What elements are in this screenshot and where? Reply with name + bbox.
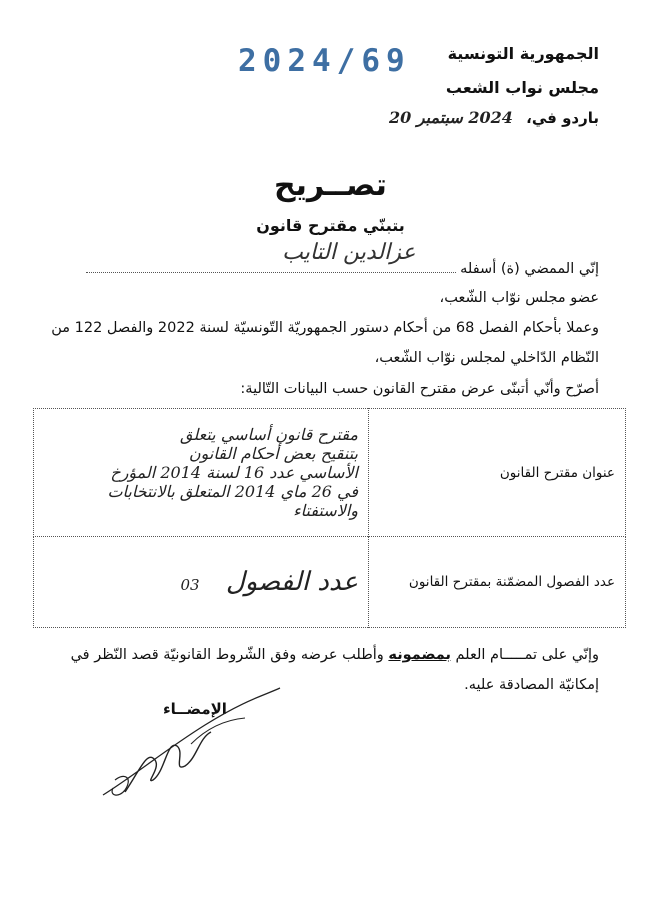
article-count-value: [34, 537, 369, 628]
signatory-name-field: [86, 240, 456, 273]
bill-title-line: في 26 ماي 2014 المتعلق بالانتخابات: [107, 482, 358, 501]
table-row: [34, 409, 626, 537]
header-assembly: مجلس نواب الشعب: [445, 78, 599, 97]
document-subtitle: بتبنّي مقترح قانون: [256, 216, 405, 235]
bill-title-line: الأساسي عدد 16 لسنة 2014 المؤرخ: [110, 463, 358, 482]
signatory-name-handwritten: عزالدين التايب: [282, 240, 416, 265]
signatory-prefix: إنّي الممضي (ة) أسفله: [460, 261, 599, 277]
bill-title-line: بتنقيح بعض أحكام القانون: [188, 444, 358, 463]
article-count-number: 03: [180, 576, 200, 594]
bill-title-line: والاستفتاء: [293, 501, 358, 520]
bill-title-value: [34, 409, 369, 537]
bill-title-label: عنوان مقترح القانون: [369, 409, 626, 537]
declaration-line: أصرّح وأنّي أتبنّى عرض مقترح القانون حسب البيانات التّالية:: [240, 381, 599, 397]
place-prefix: باردو في،: [526, 109, 599, 127]
article-count-text: عدد الفصول: [225, 567, 358, 597]
legal-basis-paragraph: وعملا بأحكام الفصل 68 من أحكام دستور الجمهوريّة التّونسيّة لسنة 2022 والفصل 122 من النّظام الدّاخلي لمجلس نوّاب الشّعب،: [51, 320, 599, 366]
handwritten-signature: [95, 680, 285, 810]
bill-title-line: مقترح قانون أساسي يتعلق: [179, 425, 358, 444]
member-line: عضو مجلس نوّاب الشّعب،: [439, 290, 599, 306]
header-republic: الجمهورية التونسية: [447, 44, 599, 63]
table-row: [34, 537, 626, 628]
article-count-label: عدد الفصول المضمّنة بمقترح القانون: [369, 537, 626, 628]
closing-emphasis: بمضمونه: [388, 647, 451, 663]
bill-info-table: [33, 408, 626, 628]
closing-text-part2: وأطلب عرضه وفق الشّروط القانونيّة قصد النّظر في إمكانيّة المصادقة عليه.: [70, 647, 599, 693]
signature-label: الإمضــاء: [163, 700, 227, 718]
document-title: تصــريح: [274, 168, 387, 203]
reference-number-stamp: 2024/69: [238, 43, 411, 79]
signatory-line: [29, 240, 599, 284]
handwritten-date: 2024 سبتمبر 20: [389, 108, 513, 127]
closing-text-part1: وإنّي على تمـــــام العلم: [450, 647, 599, 663]
place-date-line: [389, 108, 599, 127]
